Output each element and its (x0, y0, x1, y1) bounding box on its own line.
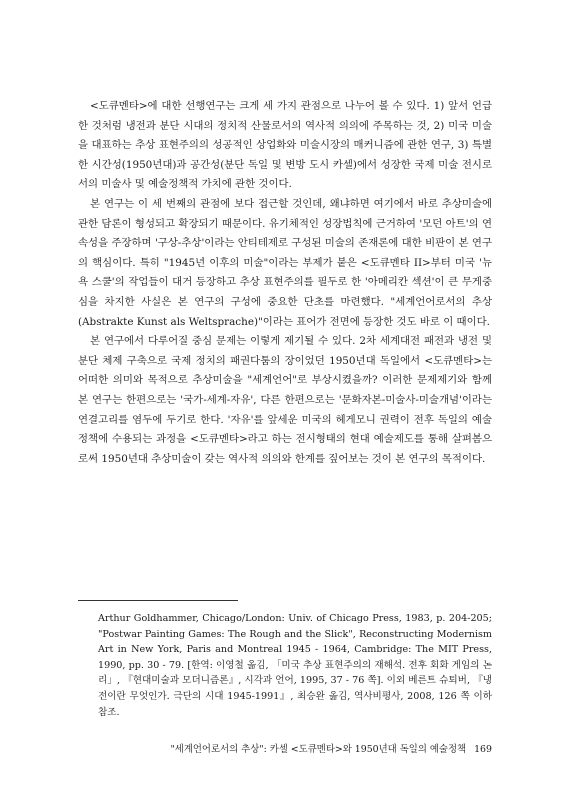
footnote-divider (78, 600, 238, 601)
body-text (78, 97, 492, 469)
running-footer (78, 741, 492, 755)
paragraph-research-question: 본 연구에서 다루어질 중심 문제는 이렇게 제기될 수 있다. 2차 세계대전 패전과 냉전 및 분단 체제 구축으로 국제 정치의 패권다툼의 장이었던 1950년대 독일에서 <도큐멘타>는 어떠한 의미와 목적으로 추상미술을 "세계언어"로 부상시켰을까? 이러한 문제제기와 함께 본 연구는 한편으로는 '국가-세계-자유', 다른 한편으로는 '문화자본-미술사-미술개념'이라는 연결고리를 염두에 두기로 한다. '자유'를 앞세운 미국의 헤게모니 권력이 전후 독일의 예술정책에 수용되는 과정을 <도큐멘타>라고 하는 전시형태의 현대 예술제도를 통해 살펴봄으로써 1950년대 추상미술이 갖는 역사적 의의와 한계를 짚어보는 것이 본 연구의 목적이다. (78, 335, 492, 465)
footnote (98, 611, 492, 720)
page-number: 169 (474, 744, 492, 755)
running-footer-title: "세계언어로서의 추상": 카셀 <도큐멘타>와 1950년대 독일의 예술정책 (170, 744, 467, 755)
paragraph-research-focus: 본 연구는 이 세 번째의 관점에 보다 접근할 것인데, 왜냐하면 여기에서 바로 추상미술에 관한 담론이 형성되고 확장되기 때문이다. 유기체적인 성장법칙에 근거하여 '모던 아트'의 연속성을 주장하며 '구상-추상'이라는 안티테제로 구성된 미술의 존재론에 대한 비판이 본 연구의 핵심이다. 특히 "1945년 이후의 미술"이라는 부제가 붙은 <도큐멘타 II>부터 미국 '뉴욕 스쿨'의 작업들이 대거 등장하고 추상 표현주의를 필두로 한 '아메리칸 섹션'이 큰 무게중심을 차지한 사실은 본 연구의 구성에 중요한 단초를 마련했다. "세계언어로서의 추상(Abstrakte Kunst als Weltsprache)"이라는 표어가 전면에 등장한 것도 바로 이 때이다. (78, 197, 492, 328)
paragraph-prior-research: <도큐멘타>에 대한 선행연구는 크게 세 가지 관점으로 나누어 볼 수 있다. 1) 앞서 언급한 것처럼 냉전과 분단 시대의 정치적 산물로서의 역사적 의의에 주목하는 것, 2) 미국 미술을 대표하는 추상 표현주의의 성공적인 상업화와 미술시장의 매커니즘에 관한 연구, 3) 특별한 시간성(1950년대)과 공간성(분단 독일 및 변방 도시 카셀)에서 성장한 국제 미술 전시로서의 미술사 및 예술정책적 가치에 관한 것이다. (78, 100, 492, 191)
footnote-text: Arthur Goldhammer, Chicago/London: Univ. of Chicago Press, 1983, p. 204-205; "Postwar Painting Games: The Rough and the Slick", Reconstructing Modernism Art in New York, Paris and Montreal 1945 - 1964, Cambridge: The MIT Press, 1990, pp. 30 - 79. [한역: 이영철 옮김, 「미국 추상 표현주의의 재해석. 전후 회화 게임의 논리」, 『현대미술과 모더니즘론』, 시각과 언어, 1995, 37 - 76 쪽]. 이외 베른트 슈퇴버, 『냉전이란 무엇인가. 극단의 시대 1945-1991』, 최승완 옮김, 역사비평사, 2008, 126 쪽 이하 참조. (98, 613, 492, 718)
